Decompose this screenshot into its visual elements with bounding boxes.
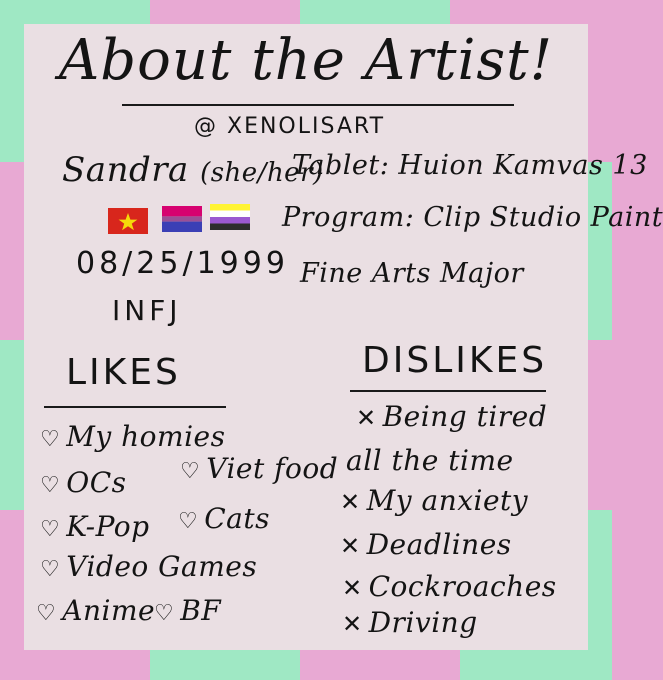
dislikes-heading: DISLIKES bbox=[362, 340, 548, 381]
border-tile bbox=[0, 340, 24, 510]
bisexual-pride-flag bbox=[162, 206, 202, 232]
date-of-birth: 08/25/1999 bbox=[76, 246, 289, 281]
heart-icon: ♡ bbox=[40, 517, 61, 542]
like-item: ♡ BF bbox=[154, 594, 222, 627]
likes-underline bbox=[44, 406, 226, 408]
heart-icon: ♡ bbox=[40, 427, 61, 452]
like-item: ♡ K-Pop bbox=[40, 510, 150, 543]
x-mark-icon: ✕ bbox=[342, 610, 363, 638]
dislike-item: ✕ Cockroaches bbox=[342, 570, 557, 603]
artist-name: Sandra bbox=[62, 150, 189, 190]
nonbinary-pride-flag bbox=[210, 204, 250, 230]
heart-icon: ♡ bbox=[40, 473, 61, 498]
title-underline bbox=[122, 104, 514, 106]
artist-name-line bbox=[62, 150, 324, 190]
x-mark-icon: ✕ bbox=[356, 404, 377, 432]
like-item: ♡ Viet food bbox=[180, 452, 339, 485]
spec-tablet: Tablet: Huion Kamvas 13 bbox=[292, 150, 648, 181]
like-item: ♡ Video Games bbox=[40, 550, 258, 583]
dislike-item: ✕ My anxiety bbox=[340, 484, 529, 517]
likes-heading: LIKES bbox=[66, 352, 181, 393]
heart-icon: ♡ bbox=[40, 557, 61, 582]
personality-type: INFJ bbox=[112, 294, 182, 327]
like-item: ♡ OCs bbox=[40, 466, 127, 499]
artist-handle: @ XENOLISART bbox=[194, 114, 386, 139]
like-item: ♡ My homies bbox=[40, 420, 226, 453]
border-tile bbox=[588, 162, 612, 340]
spec-major: Fine Arts Major bbox=[300, 258, 524, 289]
border-tile bbox=[460, 650, 612, 680]
page-title: About the Artist! bbox=[58, 28, 554, 93]
x-mark-icon: ✕ bbox=[340, 488, 361, 516]
spec-program: Program: Clip Studio Paint bbox=[282, 202, 663, 233]
dislike-item: ✕ Being tired bbox=[356, 400, 548, 433]
border-tile bbox=[300, 0, 450, 24]
heart-icon: ♡ bbox=[36, 601, 57, 626]
like-item: ♡ Anime bbox=[36, 594, 156, 627]
heart-icon: ♡ bbox=[178, 509, 199, 534]
heart-icon: ♡ bbox=[154, 601, 175, 626]
x-mark-icon: ✕ bbox=[340, 532, 361, 560]
artist-pronouns: (she/her) bbox=[200, 158, 324, 188]
heart-icon: ♡ bbox=[180, 459, 201, 484]
dislike-item: ✕ Deadlines bbox=[340, 528, 512, 561]
vietnam-flag bbox=[108, 208, 148, 234]
like-item: ♡ Cats bbox=[178, 502, 270, 535]
x-mark-icon: ✕ bbox=[342, 574, 363, 602]
border-tile bbox=[150, 650, 300, 680]
dislike-item: ✕ Driving bbox=[342, 606, 478, 639]
dislike-item-continued: all the time bbox=[346, 444, 514, 477]
dislikes-underline bbox=[350, 390, 546, 392]
